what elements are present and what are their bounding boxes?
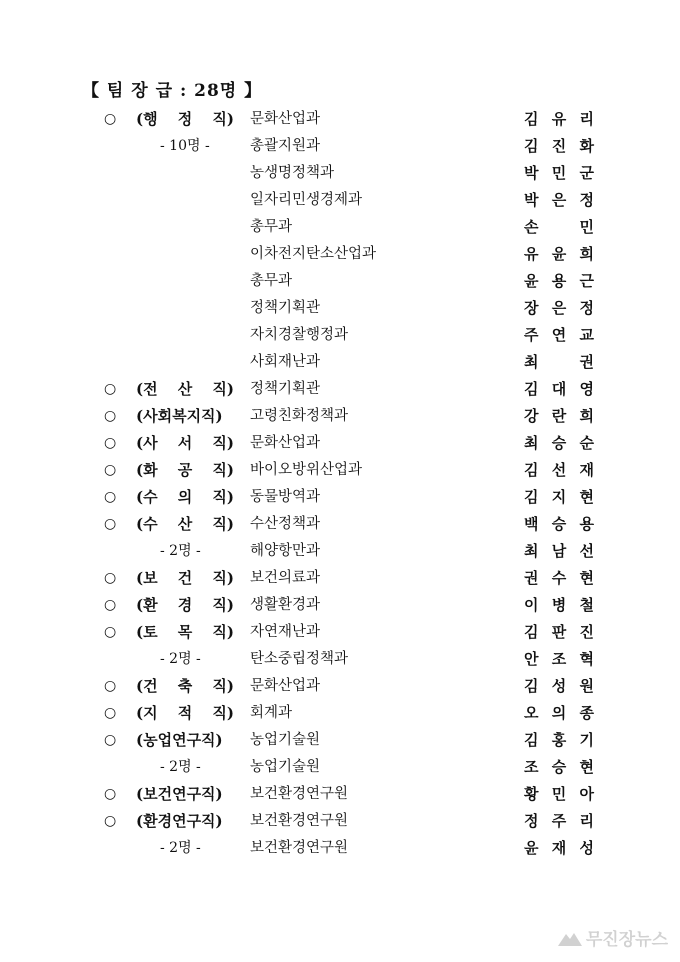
person-name: 오 의 종	[524, 704, 594, 722]
person-name: 조 승 현	[524, 758, 594, 776]
list-row	[0, 781, 680, 808]
department: 정책기획관	[250, 300, 321, 316]
department: 농생명정책과	[250, 165, 335, 181]
department: 농업기술원	[250, 759, 321, 775]
job-series: (농업연구직)	[136, 731, 223, 749]
department: 문화산업과	[250, 678, 321, 694]
department: 보건환경연구원	[250, 813, 349, 829]
headcount: - 2명 -	[160, 840, 201, 856]
list-row	[0, 214, 680, 241]
department: 보건의료과	[250, 570, 321, 586]
job-series: (환 경 직)	[136, 596, 234, 614]
bullet-icon: ○	[104, 786, 117, 802]
person-name: 김 대 영	[524, 380, 594, 398]
bullet-icon: ○	[104, 408, 117, 424]
bullet-icon: ○	[104, 570, 117, 586]
person-name: 유 윤 희	[524, 245, 594, 263]
bullet-icon: ○	[104, 462, 117, 478]
job-series: (수 의 직)	[136, 488, 234, 506]
department: 자치경찰행정과	[250, 327, 349, 343]
person-name: 권 수 현	[524, 569, 594, 587]
person-name: 김 유 리	[524, 110, 594, 128]
list-row	[0, 322, 680, 349]
person-name: 박 은 정	[524, 191, 594, 209]
person-name: 손 민	[524, 218, 594, 236]
bullet-icon: ○	[104, 813, 117, 829]
person-name: 김 성 원	[524, 677, 594, 695]
list-row	[0, 754, 680, 781]
department: 보건환경연구원	[250, 786, 349, 802]
job-series: (환경연구직)	[136, 812, 223, 830]
department: 회계과	[250, 705, 293, 721]
job-series: (수 산 직)	[136, 515, 234, 533]
list-row	[0, 106, 680, 133]
job-series: (사 서 직)	[136, 434, 234, 452]
person-name: 윤 용 근	[524, 272, 594, 290]
watermark	[557, 925, 668, 950]
department: 문화산업과	[250, 435, 321, 451]
job-series: (지 적 직)	[136, 704, 234, 722]
person-name: 박 민 군	[524, 164, 594, 182]
list-row	[0, 430, 680, 457]
person-name: 최 남 선	[524, 542, 594, 560]
bullet-icon: ○	[104, 516, 117, 532]
department: 총무과	[250, 219, 293, 235]
list-row	[0, 133, 680, 160]
headcount: - 10명 -	[160, 138, 210, 154]
bullet-icon: ○	[104, 381, 117, 397]
bullet-icon: ○	[104, 111, 117, 127]
bullet-icon: ○	[104, 435, 117, 451]
person-name: 이 병 철	[524, 596, 594, 614]
person-name: 최 권	[524, 353, 594, 371]
list-row	[0, 727, 680, 754]
page-heading: 【 팀 장 급 : 28명 】	[82, 81, 263, 101]
job-series: (토 목 직)	[136, 623, 234, 641]
bullet-icon: ○	[104, 597, 117, 613]
watermark-text: 무진장뉴스	[585, 930, 668, 950]
list-row	[0, 565, 680, 592]
department: 이차전지탄소산업과	[250, 246, 377, 262]
person-name: 김 진 화	[524, 137, 594, 155]
list-row	[0, 808, 680, 835]
department: 총무과	[250, 273, 293, 289]
person-name: 장 은 정	[524, 299, 594, 317]
department: 해양항만과	[250, 543, 321, 559]
bullet-icon: ○	[104, 732, 117, 748]
list-row	[0, 268, 680, 295]
list-row	[0, 187, 680, 214]
job-series: (전 산 직)	[136, 380, 234, 398]
list-row	[0, 538, 680, 565]
list-row	[0, 160, 680, 187]
list-row	[0, 457, 680, 484]
person-name: 최 승 순	[524, 434, 594, 452]
list-row	[0, 349, 680, 376]
department: 바이오방위산업과	[250, 462, 363, 478]
department: 동물방역과	[250, 489, 321, 505]
department: 수산정책과	[250, 516, 321, 532]
list-row	[0, 511, 680, 538]
person-name: 김 선 재	[524, 461, 594, 479]
department: 문화산업과	[250, 111, 321, 127]
mountain-logo-icon	[557, 929, 583, 947]
person-name: 강 란 희	[524, 407, 594, 425]
person-name: 안 조 혁	[524, 650, 594, 668]
headcount: - 2명 -	[160, 759, 201, 775]
list-row	[0, 646, 680, 673]
department: 일자리민생경제과	[250, 192, 363, 208]
list-row	[0, 592, 680, 619]
department: 자연재난과	[250, 624, 321, 640]
department: 고령친화정책과	[250, 408, 349, 424]
department: 탄소중립정책과	[250, 651, 349, 667]
person-name: 윤 재 성	[524, 839, 594, 857]
department: 보건환경연구원	[250, 840, 349, 856]
person-name: 백 승 용	[524, 515, 594, 533]
person-name: 김 지 현	[524, 488, 594, 506]
bullet-icon: ○	[104, 489, 117, 505]
department: 생활환경과	[250, 597, 321, 613]
job-series: (보건연구직)	[136, 785, 223, 803]
bullet-icon: ○	[104, 624, 117, 640]
list-row	[0, 619, 680, 646]
department: 정책기획관	[250, 381, 321, 397]
job-series: (건 축 직)	[136, 677, 234, 695]
department: 사회재난과	[250, 354, 321, 370]
person-name: 주 연 교	[524, 326, 594, 344]
job-series: (보 건 직)	[136, 569, 234, 587]
department: 농업기술원	[250, 732, 321, 748]
bullet-icon: ○	[104, 678, 117, 694]
list-row	[0, 835, 680, 862]
job-series: (화 공 직)	[136, 461, 234, 479]
headcount: - 2명 -	[160, 651, 201, 667]
person-name: 정 주 리	[524, 812, 594, 830]
headcount: - 2명 -	[160, 543, 201, 559]
person-name: 황 민 아	[524, 785, 594, 803]
list-row	[0, 700, 680, 727]
person-name: 김 홍 기	[524, 731, 594, 749]
list-row	[0, 241, 680, 268]
person-name: 김 판 진	[524, 623, 594, 641]
list-row	[0, 376, 680, 403]
job-series: (행 정 직)	[136, 110, 234, 128]
job-series: (사회복지직)	[136, 407, 223, 425]
list-row	[0, 484, 680, 511]
department: 총괄지원과	[250, 138, 321, 154]
bullet-icon: ○	[104, 705, 117, 721]
list-row	[0, 403, 680, 430]
list-row	[0, 673, 680, 700]
list-row	[0, 295, 680, 322]
